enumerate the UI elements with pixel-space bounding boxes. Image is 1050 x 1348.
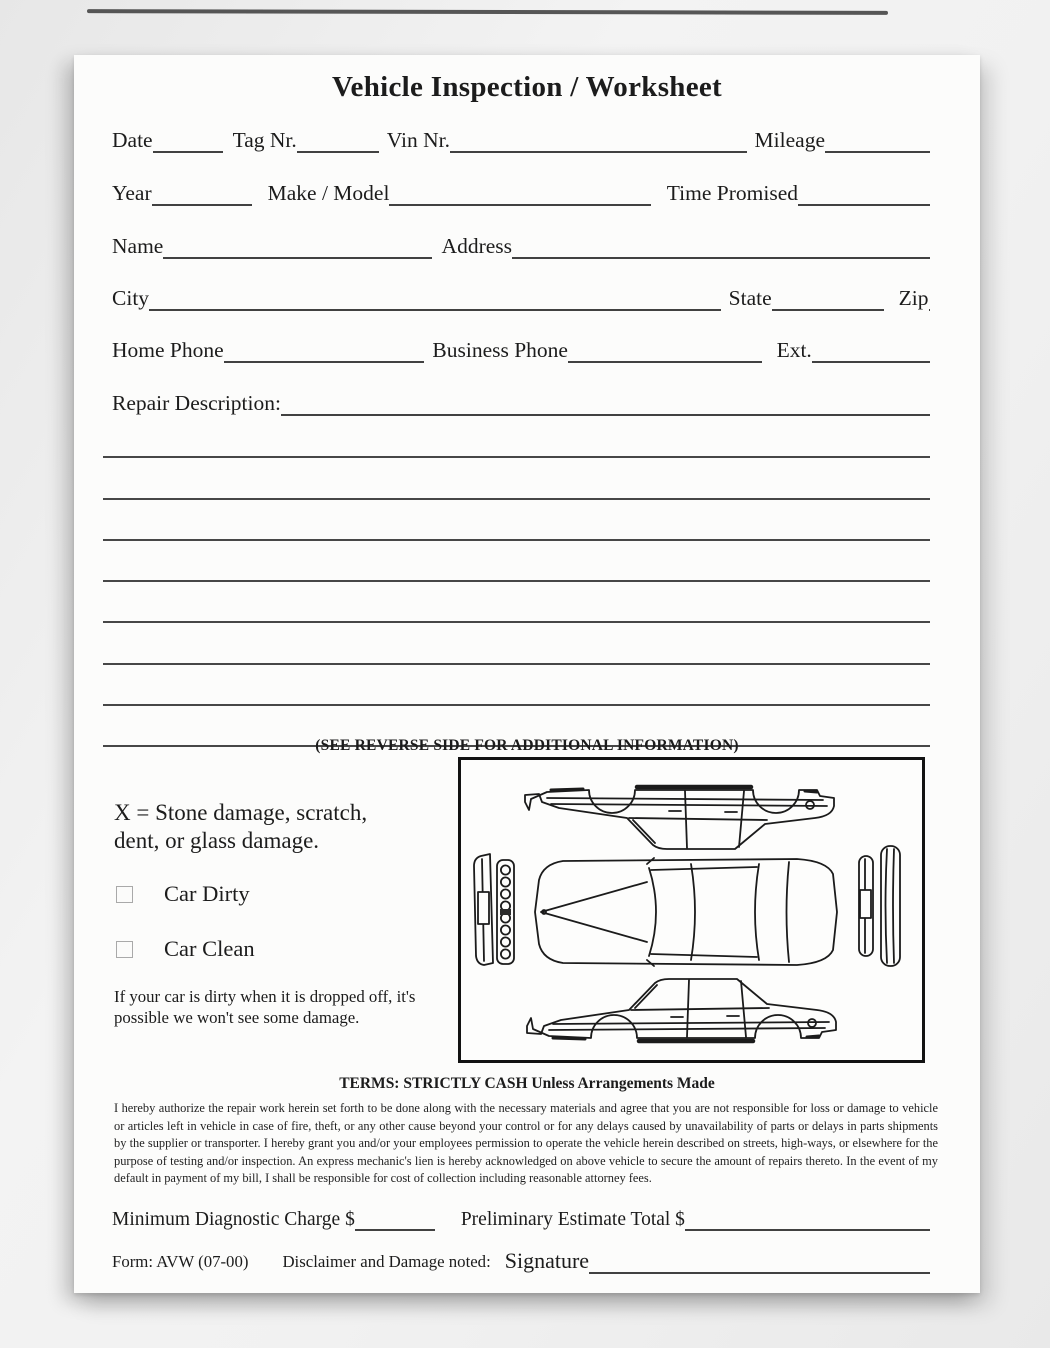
form-number: Form: AVW (07-00) <box>112 1252 249 1272</box>
field-row-repair-description <box>112 386 930 416</box>
preliminary-estimate-total-field[interactable] <box>685 1199 930 1231</box>
tag-nr-label: Tag Nr. <box>232 127 297 152</box>
front-bumper-strip <box>474 854 514 965</box>
repair-description-field[interactable] <box>281 384 930 416</box>
home-phone-label: Home Phone <box>112 337 224 362</box>
time-promised-field[interactable] <box>798 174 930 206</box>
ext-label: Ext. <box>776 337 812 362</box>
field-row-city-state-zip <box>112 281 930 311</box>
writing-line[interactable] <box>103 500 930 541</box>
vin-nr-label: Vin Nr. <box>386 127 450 152</box>
field-row-vehicle-info <box>112 176 930 206</box>
name-field[interactable] <box>163 227 431 259</box>
city-field[interactable] <box>149 279 721 311</box>
writing-line[interactable] <box>103 623 930 664</box>
writing-line[interactable] <box>103 417 930 458</box>
car-clean-label: Car Clean <box>164 936 255 961</box>
zip-field[interactable] <box>929 279 930 311</box>
scan-edge-artifact <box>87 9 888 15</box>
state-label: State <box>728 285 772 310</box>
field-row-vehicle-id <box>112 123 930 153</box>
footer-row <box>112 1244 930 1274</box>
car-dirty-option <box>116 883 250 906</box>
name-label: Name <box>112 233 164 258</box>
field-row-customer <box>112 229 930 259</box>
address-label: Address <box>441 233 513 258</box>
terms-paragraph: I hereby authorize the repair work herein set forth to be done along with the necessary materials and agree that you are not responsible for loss or damage to vehicle or articles left in vehicle in case of fire, theft, or any other cause beyond your control or for any delays caused by unavailability of parts or delays in parts shipments by the supplier or transporter. I hereby grant you and/or your employees permission to operate the vehicle herein described on streets, high-ways, or elsewhere for the purpose of testing and/or inspection. An express mechanic's lien is hereby acknowledged on above vehicle to secure the amount of repairs thereto. In the event of my default in payment of my bill, I shall be responsible for cost of collection including reasonable attorney fees. <box>114 1101 938 1185</box>
totals-row <box>112 1201 930 1231</box>
signature-field[interactable] <box>589 1242 930 1274</box>
home-phone-field[interactable] <box>224 331 425 363</box>
make-model-field[interactable] <box>389 174 650 206</box>
city-label: City <box>112 285 150 310</box>
make-model-label: Make / Model <box>267 180 390 205</box>
business-phone-field[interactable] <box>568 331 762 363</box>
disclaimer-label: Disclaimer and Damage noted: <box>282 1252 491 1272</box>
car-clean-checkbox[interactable] <box>116 941 133 958</box>
reverse-side-note: (SEE REVERSE SIDE FOR ADDITIONAL INFORMATION) <box>315 737 739 754</box>
field-row-phones <box>112 333 930 363</box>
writing-line[interactable] <box>103 582 930 623</box>
signature-label: Signature <box>504 1248 590 1273</box>
dirty-car-note: If your car is dirty when it is dropped off, it's possible we won't see some damage. <box>114 987 416 1028</box>
preliminary-estimate-total-label: Preliminary Estimate Total $ <box>460 1208 685 1230</box>
car-dirty-label: Car Dirty <box>164 881 250 906</box>
writing-line[interactable] <box>103 458 930 499</box>
car-dirty-checkbox[interactable] <box>116 886 133 903</box>
car-damage-diagram[interactable] <box>458 757 925 1063</box>
address-field[interactable] <box>512 227 930 259</box>
terms-heading: TERMS: STRICTLY CASH Unless Arrangements Made <box>339 1075 715 1092</box>
writing-line[interactable] <box>103 665 930 706</box>
mileage-label: Mileage <box>754 127 825 152</box>
year-label: Year <box>112 180 152 205</box>
ext-field[interactable] <box>812 331 930 363</box>
tag-nr-field[interactable] <box>297 121 379 153</box>
vehicle-inspection-form <box>74 55 980 1293</box>
vin-nr-field[interactable] <box>450 121 747 153</box>
car-outline-views-icon <box>461 760 922 1060</box>
mileage-field[interactable] <box>825 121 930 153</box>
year-field[interactable] <box>152 174 252 206</box>
minimum-diagnostic-charge-label: Minimum Diagnostic Charge $ <box>112 1208 355 1230</box>
minimum-diagnostic-charge-field[interactable] <box>355 1199 435 1231</box>
rear-bumper-strips <box>859 846 900 966</box>
state-field[interactable] <box>772 279 884 311</box>
repair-description-label: Repair Description: <box>112 390 281 415</box>
writing-line[interactable] <box>103 541 930 582</box>
time-promised-label: Time Promised <box>666 180 798 205</box>
zip-label: Zip <box>898 285 929 310</box>
car-clean-option <box>116 938 255 961</box>
date-field[interactable] <box>153 121 223 153</box>
form-title: Vehicle Inspection / Worksheet <box>331 71 723 103</box>
business-phone-label: Business Phone <box>432 337 568 362</box>
damage-key-legend: X = Stone damage, scratch, dent, or glass damage. <box>114 800 368 853</box>
repair-notes-area <box>103 417 930 747</box>
date-label: Date <box>112 127 153 152</box>
